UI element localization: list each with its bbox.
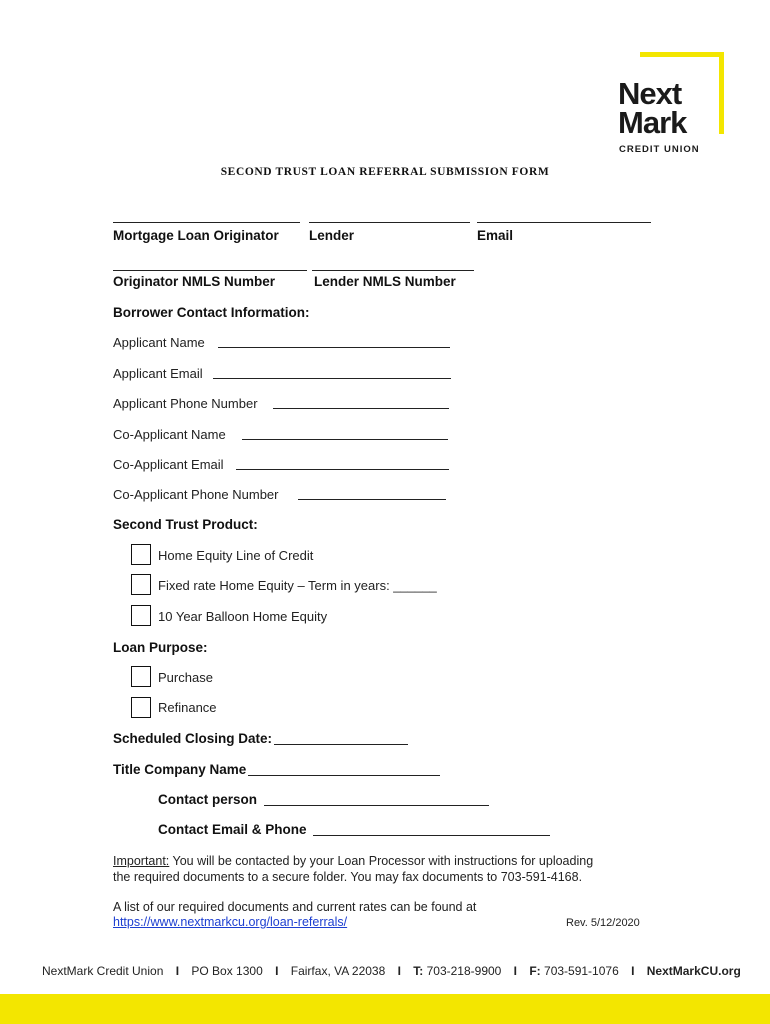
footer-separator: I (397, 964, 401, 978)
contact-email-phone-field[interactable] (313, 835, 550, 836)
footer-website[interactable]: NextMarkCU.org (646, 964, 741, 978)
closing-date-field[interactable] (274, 744, 408, 745)
footer-city: Fairfax, VA 22038 (290, 964, 386, 978)
borrower-heading: Borrower Contact Information: (113, 305, 310, 320)
contact-person-label: Contact person (158, 792, 258, 807)
applicant-phone-label: Applicant Phone Number (113, 396, 258, 411)
lender-nmls-field-line[interactable] (312, 270, 474, 271)
checkbox-refinance[interactable] (131, 697, 151, 718)
footer-accent-band (0, 994, 770, 1024)
important-label: Important: (113, 854, 170, 868)
contact-email-phone-label: Contact Email & Phone (158, 822, 307, 837)
footer-separator: I (175, 964, 180, 978)
logo-text-mark: Mark (618, 105, 687, 140)
form-title: SECOND TRUST LOAN REFERRAL SUBMISSION FORM (220, 166, 550, 178)
logo-subtitle: CREDIT UNION (619, 144, 700, 155)
closing-date-label: Scheduled Closing Date: (113, 731, 273, 746)
product-heading: Second Trust Product: (113, 517, 258, 532)
lender-field-line[interactable] (309, 222, 470, 223)
applicant-name-label: Applicant Name (113, 335, 205, 350)
originator-nmls-field-line[interactable] (113, 270, 307, 271)
docs-link-row (113, 914, 347, 930)
important-text-2: the required documents to a secure folder. You may fax documents to 703-591-4168. (113, 870, 583, 884)
footer-phone: 703-218-9900 (426, 964, 502, 978)
footer-phone-label: T: (413, 964, 424, 978)
important-text-1: You will be contacted by your Loan Processor with instructions for uploading (169, 854, 594, 868)
lender-nmls-label: Lender NMLS Number (314, 274, 456, 289)
footer-org: NextMark Credit Union (42, 964, 164, 978)
title-company-field[interactable] (248, 775, 440, 776)
co-applicant-phone-field[interactable] (298, 499, 446, 500)
originator-nmls-label: Originator NMLS Number (113, 274, 276, 289)
applicant-email-field[interactable] (213, 378, 451, 379)
footer (42, 964, 741, 978)
checkbox-heloc[interactable] (131, 544, 151, 565)
purpose-heading: Loan Purpose: (113, 640, 208, 655)
option-purchase-label: Purchase (158, 670, 213, 685)
logo-bracket-top (640, 52, 724, 57)
checkbox-balloon[interactable] (131, 605, 151, 626)
mortgage-loan-originator-label: Mortgage Loan Originator (113, 228, 279, 243)
co-applicant-phone-label: Co-Applicant Phone Number (113, 487, 279, 502)
footer-separator: I (275, 964, 279, 978)
logo-text-next: Next (618, 76, 682, 111)
docs-text: A list of our required documents and current rates can be found at (113, 900, 477, 914)
logo-bracket-right (719, 52, 724, 134)
footer-po-box: PO Box 1300 (191, 964, 263, 978)
footer-separator: I (513, 964, 518, 978)
co-applicant-name-label: Co-Applicant Name (113, 427, 226, 442)
option-heloc-label: Home Equity Line of Credit (158, 548, 314, 563)
revision-date: Rev. 5/12/2020 (566, 917, 640, 929)
applicant-name-field[interactable] (218, 347, 450, 348)
checkbox-purchase[interactable] (131, 666, 151, 687)
option-fixed-rate-label: Fixed rate Home Equity – Term in years: ______ (158, 578, 437, 593)
option-refinance-label: Refinance (158, 700, 217, 715)
co-applicant-email-label: Co-Applicant Email (113, 457, 224, 472)
lender-label: Lender (309, 228, 355, 243)
email-label: Email (477, 228, 514, 243)
applicant-email-label: Applicant Email (113, 366, 203, 381)
checkbox-fixed-rate[interactable] (131, 574, 151, 595)
option-balloon-label: 10 Year Balloon Home Equity (158, 609, 328, 624)
contact-person-field[interactable] (264, 805, 489, 806)
footer-fax-label: F: (529, 964, 541, 978)
co-applicant-name-field[interactable] (242, 439, 448, 440)
footer-fax: 703-591-1076 (544, 964, 619, 978)
footer-separator: I (631, 964, 635, 978)
co-applicant-email-field[interactable] (236, 469, 449, 470)
title-company-label: Title Company Name (113, 762, 247, 777)
important-note-line1 (113, 853, 593, 869)
originator-field-line[interactable] (113, 222, 300, 223)
docs-link[interactable]: https://www.nextmarkcu.org/loan-referrals/ (113, 915, 348, 929)
applicant-phone-field[interactable] (273, 408, 449, 409)
email-field-line[interactable] (477, 222, 651, 223)
